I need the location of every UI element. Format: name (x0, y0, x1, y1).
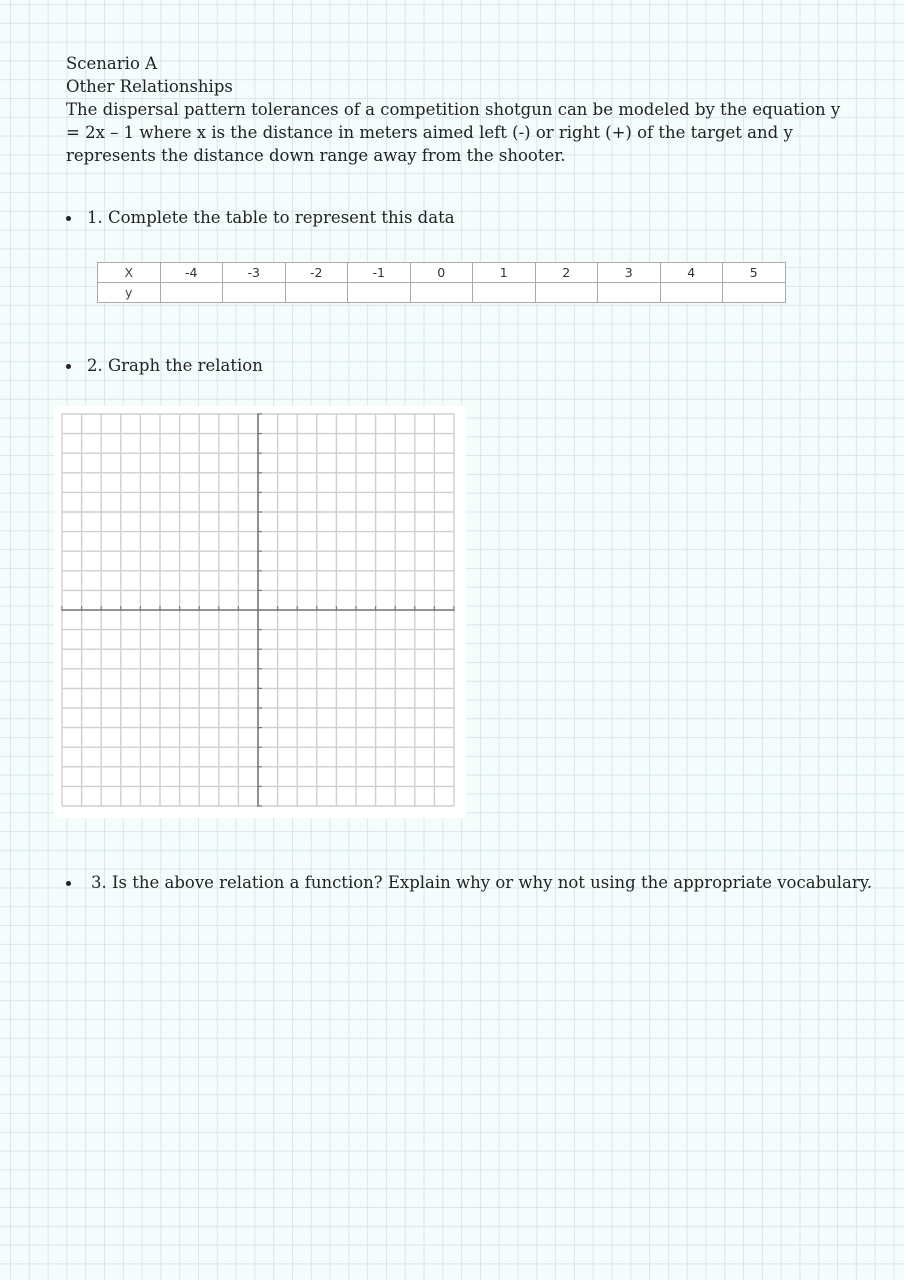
question-3-text: 3. Is the above relation a function? Explain why or why not using the appropriate vocabulary. (91, 873, 873, 892)
scenario-title: Scenario A (66, 54, 158, 73)
x-cell: -4 (160, 263, 223, 283)
x-cell: 4 (660, 263, 723, 283)
bullet-dot-icon (66, 216, 71, 221)
y-cell[interactable] (223, 283, 286, 303)
question-1-text: 1. Complete the table to represent this data (87, 208, 455, 227)
bullet-dot-icon (66, 364, 71, 369)
bullet-dot-icon (66, 881, 71, 886)
x-cell: 1 (473, 263, 536, 283)
y-cell[interactable] (535, 283, 598, 303)
y-row (98, 283, 786, 303)
y-header: y (98, 283, 161, 303)
x-cell: -2 (285, 263, 348, 283)
y-cell[interactable] (410, 283, 473, 303)
scenario-description: The dispersal pattern tolerances of a competition shotgun can be modeled by the equation y = 2x – 1 where x is the distance in meters aimed left (-) or right (+) of the target and y represents the distance down range away from the shooter. (66, 100, 841, 165)
y-cell[interactable] (598, 283, 661, 303)
x-header: X (98, 263, 161, 283)
x-cell: 3 (598, 263, 661, 283)
y-cell[interactable] (473, 283, 536, 303)
scenario-subtitle: Other Relationships (66, 77, 233, 96)
question-2 (66, 355, 263, 377)
coordinate-grid[interactable] (54, 406, 466, 818)
x-cell: 5 (723, 263, 786, 283)
x-cell: 0 (410, 263, 473, 283)
y-cell[interactable] (160, 283, 223, 303)
question-3 (66, 872, 872, 894)
y-cell[interactable] (723, 283, 786, 303)
x-cell: -3 (223, 263, 286, 283)
scenario-text (66, 52, 846, 167)
xy-table (97, 262, 786, 303)
question-1 (66, 207, 455, 229)
y-cell[interactable] (348, 283, 411, 303)
x-cell: 2 (535, 263, 598, 283)
y-cell[interactable] (285, 283, 348, 303)
y-cell[interactable] (660, 283, 723, 303)
x-cell: -1 (348, 263, 411, 283)
x-row (98, 263, 786, 283)
question-2-text: 2. Graph the relation (87, 356, 263, 375)
coordinate-grid-svg (54, 406, 466, 818)
